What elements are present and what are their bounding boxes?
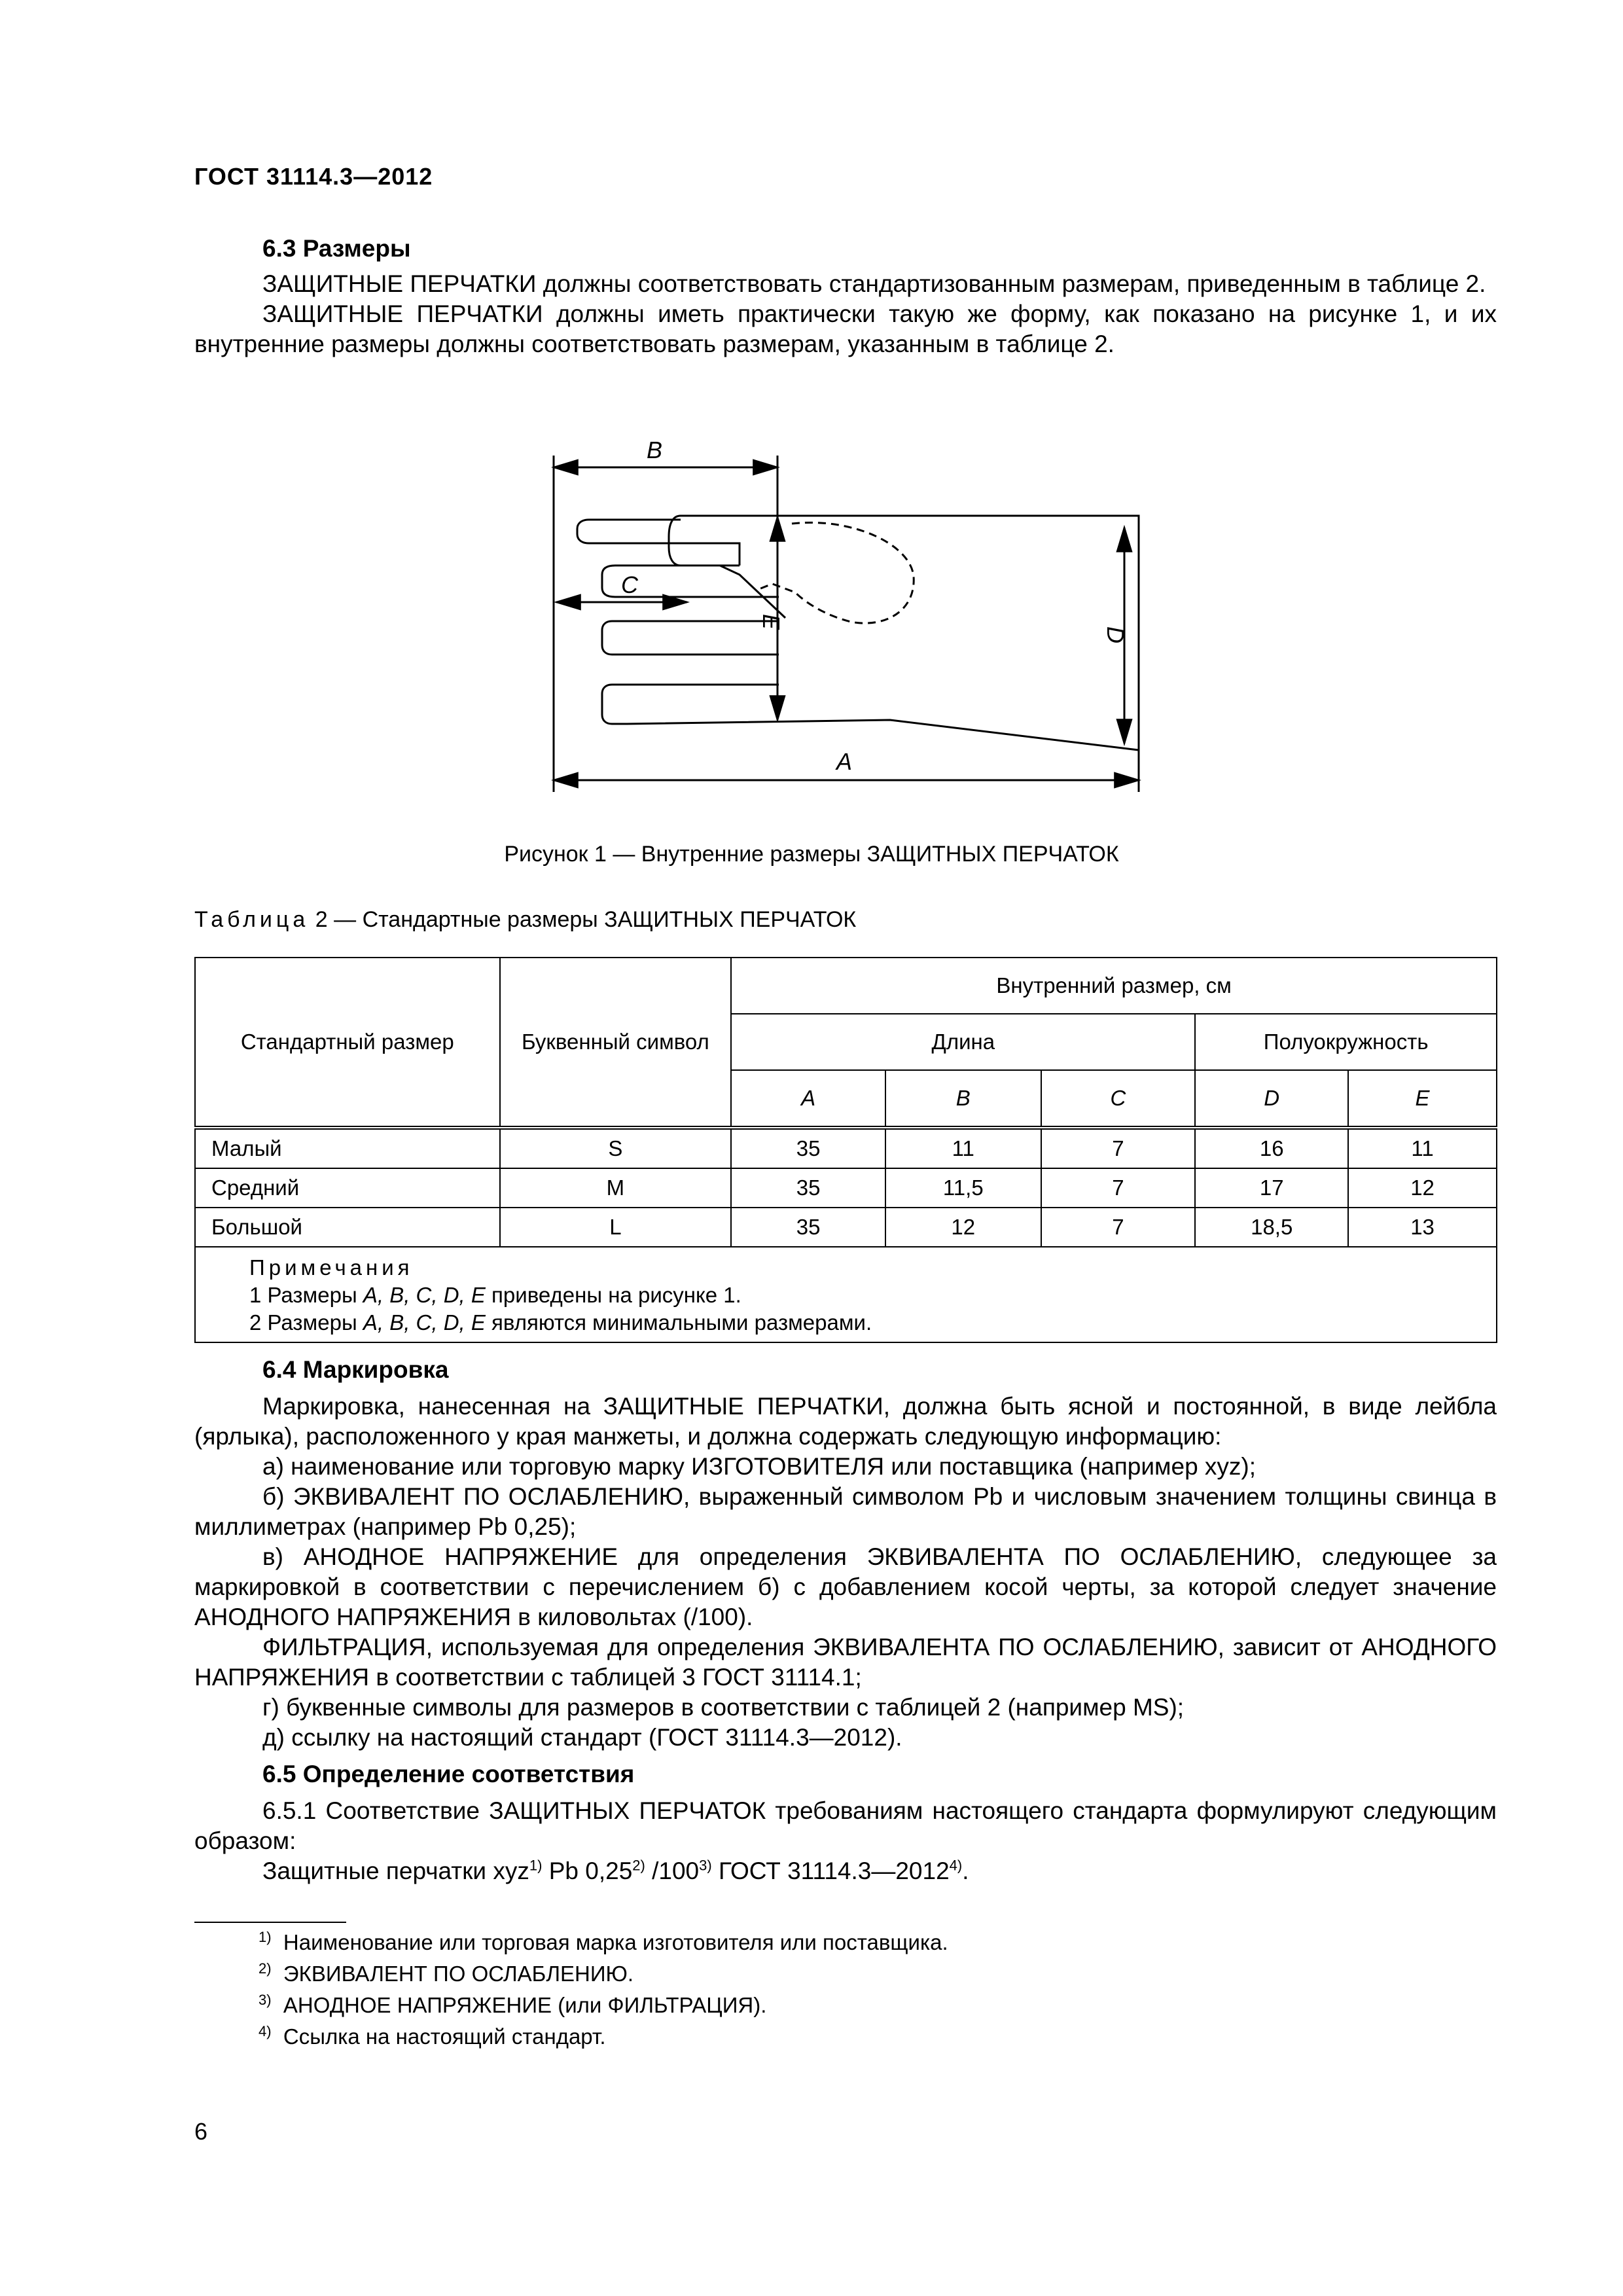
list-item: д) ссылку на настоящий стандарт (ГОСТ 31114.3—2012). — [262, 1724, 902, 1751]
header-e: E — [1348, 1070, 1497, 1128]
footnote-ref: 3) — [699, 1857, 712, 1874]
cell: 7 — [1041, 1128, 1196, 1168]
cell: 18,5 — [1195, 1208, 1348, 1247]
header-d: D — [1195, 1070, 1348, 1128]
section-heading: 6.4 Маркировка — [262, 1356, 449, 1383]
figure-caption: Рисунок 1 — Внутренние размеры ЗАЩИТНЫХ ПЕРЧАТОК — [504, 842, 1119, 867]
footnote-ref: 4) — [949, 1857, 963, 1874]
example-text: . — [962, 1857, 969, 1884]
footnote-mark: 1) — [259, 1929, 272, 1945]
header-half-circumference: Полуокружность — [1195, 1014, 1497, 1070]
page-number: 6 — [194, 2118, 208, 2145]
cell: Средний — [195, 1168, 500, 1208]
label-b: B — [646, 437, 663, 463]
footnote-text: Ссылка на настоящий стандарт. — [283, 2024, 606, 2049]
label-d: D — [1102, 626, 1129, 643]
table-row — [195, 1128, 1497, 1168]
cell: 11 — [885, 1128, 1041, 1168]
paragraph: Маркировка, нанесенная на ЗАЩИТНЫЕ ПЕРЧАТКИ, должна быть ясной и постоянной, в виде лейбла (ярлыка), расположенного у края манжеты, и должна содержать следующую информацию: — [194, 1393, 1497, 1450]
table-notes — [195, 1247, 1497, 1342]
table-caption-rest: 2 — Стандартные размеры ЗАЩИТНЫХ ПЕРЧАТОК — [315, 907, 857, 932]
label-e: E — [758, 613, 785, 630]
list-item: б) ЭКВИВАЛЕНТ ПО ОСЛАБЛЕНИЮ, выраженный символом Pb и числовым значением толщины свинца в миллиметрах (например Pb 0,25); — [194, 1483, 1497, 1540]
header-length: Длина — [731, 1014, 1195, 1070]
cell: 16 — [1195, 1128, 1348, 1168]
footnote — [259, 2024, 1436, 2050]
example-text: ГОСТ 31114.3—2012 — [711, 1857, 950, 1884]
table-caption-prefix: Таблица — [194, 907, 310, 932]
label-c: C — [621, 571, 638, 598]
cell: 17 — [1195, 1168, 1348, 1208]
cell: M — [500, 1168, 732, 1208]
cell: 7 — [1041, 1168, 1196, 1208]
footnote-mark: 4) — [259, 2023, 272, 2039]
section-6-4 — [194, 1355, 1497, 1886]
example-text: Pb 0,25 — [542, 1857, 633, 1884]
note-letters: A, B, C, D, E — [363, 1283, 486, 1307]
cell: 12 — [1348, 1168, 1497, 1208]
cell: 11,5 — [885, 1168, 1041, 1208]
paragraph: 6.5.1 Соответствие ЗАЩИТНЫХ ПЕРЧАТОК требованиям настоящего стандарта формулируют следующим образом: — [194, 1797, 1497, 1854]
footnote-text: Наименование или торговая марка изготовителя или поставщика. — [283, 1930, 948, 1954]
glove-outline — [577, 516, 1139, 750]
table-row — [195, 1208, 1497, 1247]
header-inner-size: Внутренний размер, см — [731, 958, 1497, 1014]
document-header: ГОСТ 31114.3—2012 — [194, 163, 433, 190]
label-a: A — [836, 748, 853, 775]
header-b: B — [885, 1070, 1041, 1128]
sizes-table — [194, 957, 1497, 1343]
list-item: в) АНОДНОЕ НАПРЯЖЕНИЕ для определения ЭКВИВАЛЕНТА ПО ОСЛАБЛЕНИЮ, следующее за маркировкой в соответствии с перечислением б) с добавлением косой черты, за которой следует значение АНОДНОГО НАПРЯЖЕНИЯ в киловольтах (/100). — [194, 1543, 1497, 1630]
note-letters: A, B, C, D, E — [363, 1310, 486, 1335]
section-heading: 6.5 Определение соответствия — [262, 1761, 635, 1787]
note-text: являются минимальными размерами. — [485, 1310, 872, 1335]
note-text: 2 Размеры — [249, 1310, 363, 1335]
footnote-ref: 1) — [529, 1857, 543, 1874]
header-letter-symbol: Буквенный символ — [500, 958, 732, 1128]
footnote-mark: 2) — [259, 1960, 272, 1977]
header-standard-size: Стандартный размер — [195, 958, 500, 1128]
footnote-text: ЭКВИВАЛЕНТ ПО ОСЛАБЛЕНИЮ. — [283, 1962, 634, 1986]
notes-title: Примечания — [249, 1255, 414, 1280]
note-1 — [249, 1282, 1496, 1309]
footnote-rule — [194, 1922, 346, 1923]
header-c: C — [1041, 1070, 1196, 1128]
paragraph: ЗАЩИТНЫЕ ПЕРЧАТКИ должны соответствовать стандартизованным размерам, приведенным в таблице 2. — [262, 270, 1486, 297]
footnote-mark: 3) — [259, 1992, 272, 2008]
table-row — [195, 1168, 1497, 1208]
paragraph: ЗАЩИТНЫЕ ПЕРЧАТКИ должны иметь практически такую же форму, как показано на рисунке 1, и их внутренние размеры должны соответствовать размерам, указанным в таблице 2. — [194, 300, 1497, 357]
glove-figure — [0, 0, 1623, 825]
note-2 — [249, 1309, 1496, 1336]
marking-example — [194, 1856, 1497, 1886]
footnote — [259, 1992, 1436, 2018]
cell: 35 — [731, 1128, 885, 1168]
cell: 13 — [1348, 1208, 1497, 1247]
list-item: а) наименование или торговую марку ИЗГОТОВИТЕЛЯ или поставщика (например xyz); — [262, 1453, 1257, 1480]
cell: S — [500, 1128, 732, 1168]
footnote — [259, 1929, 1436, 1956]
footnote — [259, 1961, 1436, 1987]
note-text: приведены на рисунке 1. — [485, 1283, 741, 1307]
cell: 7 — [1041, 1208, 1196, 1247]
cell: 12 — [885, 1208, 1041, 1247]
paragraph: ФИЛЬТРАЦИЯ, используемая для определения ЭКВИВАЛЕНТА ПО ОСЛАБЛЕНИЮ, зависит от АНОДНОГО НАПРЯЖЕНИЯ в соответствии с таблицей 3 ГОСТ 31114.1; — [194, 1634, 1497, 1691]
footnote-ref: 2) — [632, 1857, 645, 1874]
example-text: /100 — [645, 1857, 700, 1884]
example-text: Защитные перчатки xyz — [262, 1857, 529, 1884]
cell: L — [500, 1208, 732, 1247]
header-a: A — [731, 1070, 885, 1128]
footnote-text: АНОДНОЕ НАПРЯЖЕНИЕ (или ФИЛЬТРАЦИЯ). — [283, 1993, 767, 2017]
list-item: г) буквенные символы для размеров в соответствии с таблицей 2 (например MS); — [262, 1694, 1185, 1721]
cell: 35 — [731, 1208, 885, 1247]
section-heading: 6.3 Размеры — [262, 235, 411, 262]
cell: Малый — [195, 1128, 500, 1168]
cell: Большой — [195, 1208, 500, 1247]
table-caption — [194, 907, 856, 933]
note-text: 1 Размеры — [249, 1283, 363, 1307]
cell: 11 — [1348, 1128, 1497, 1168]
cell: 35 — [731, 1168, 885, 1208]
